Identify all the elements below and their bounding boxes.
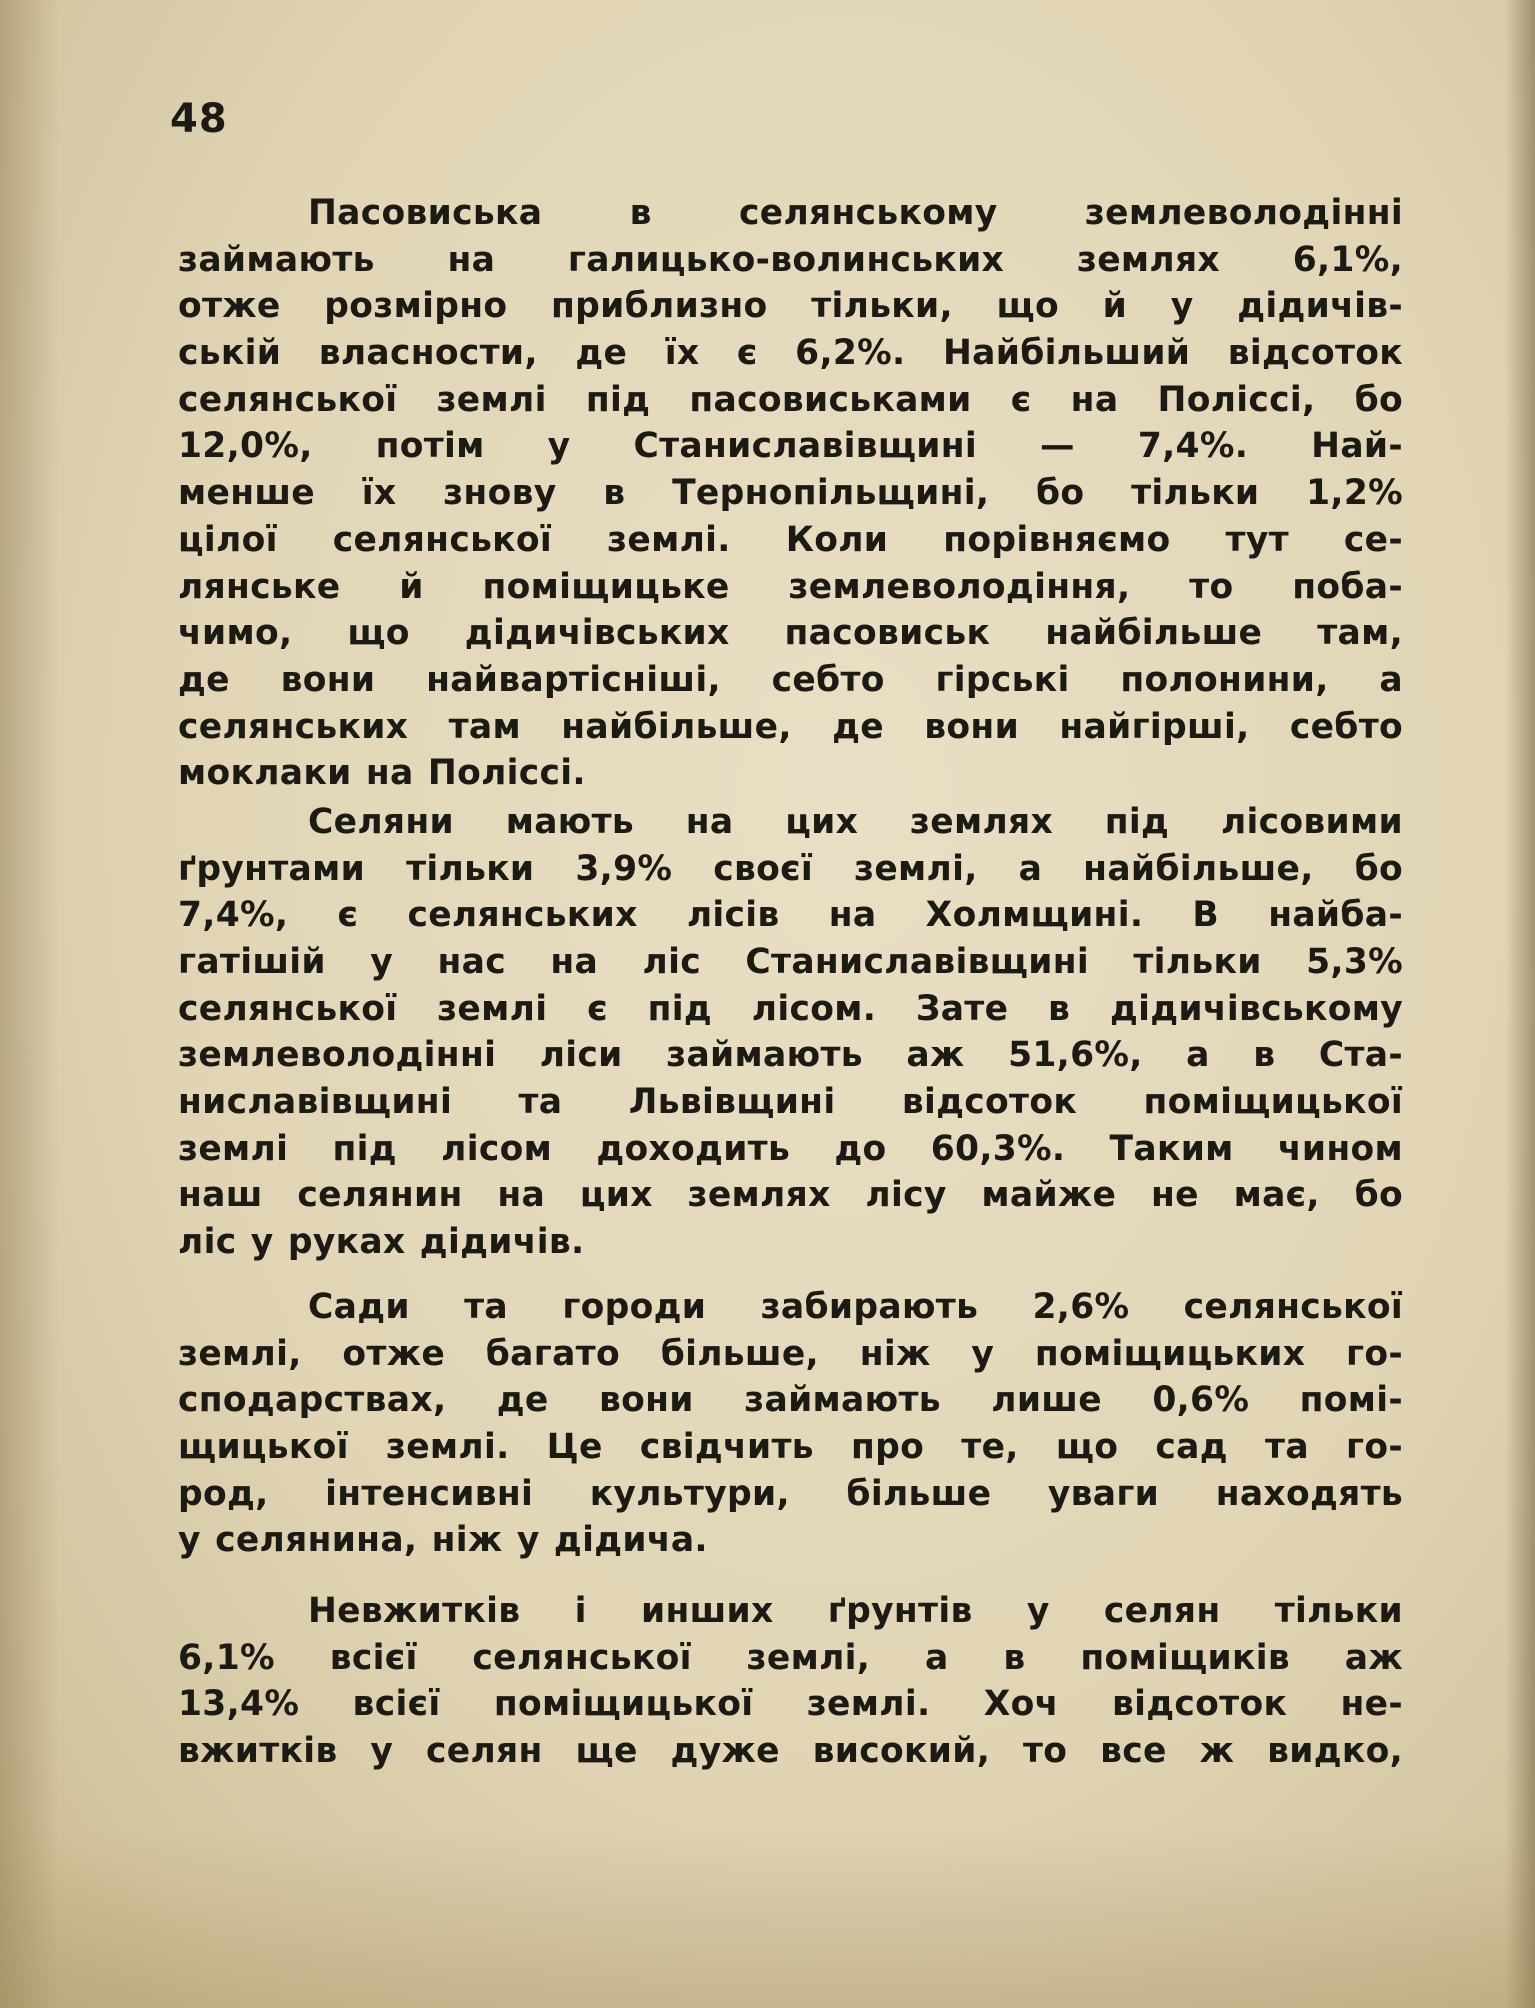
text-line: ській власности, де їх є 6,2%. Найбільший відсоток: [178, 333, 1403, 374]
paragraph-gardens: [178, 1284, 1403, 1564]
text-line: ліс у руках дідичів.: [178, 1222, 585, 1263]
text-line: отже розмірно приблизно тільки, що й у дідичів-: [178, 286, 1403, 327]
paragraph-forests: [178, 799, 1403, 1266]
body-text: [178, 190, 1403, 1775]
text-line: 12,0%, потім у Станиславівщині — 7,4%. Най-: [178, 426, 1403, 467]
text-line: 13,4% всієї поміщицької землі. Хоч відсоток не-: [178, 1684, 1403, 1725]
text-line: моклаки на Поліссі.: [178, 753, 586, 794]
text-line: землі, отже багато більше, ніж у поміщицьких го-: [178, 1333, 1403, 1374]
text-line: ґрунтами тільки 3,9% своєї землі, а найбільше, бо: [178, 848, 1403, 889]
text-line: Сади та городи забирають 2,6% селянської: [308, 1286, 1403, 1327]
text-line: Селяни мають на цих землях під лісовими: [308, 801, 1403, 842]
text-line: 7,4%, є селянських лісів на Холмщині. В найба-: [178, 895, 1403, 936]
text-line: наш селянин на цих землях лісу майже не має, бо: [178, 1175, 1403, 1216]
text-line: лянське й поміщицьке землеволодіння, то поба-: [178, 566, 1403, 607]
text-line: менше їх знову в Тернопільщині, бо тільки 1,2%: [178, 473, 1403, 514]
text-line: землі під лісом доходить до 60,3%. Таким чином: [178, 1128, 1403, 1169]
paragraph-wasteland: [178, 1588, 1403, 1775]
text-line: де вони найвартісніші, себто гірські полонини, а: [178, 659, 1403, 700]
text-line: чимо, що дідичівських пасовиськ найбільше там,: [178, 613, 1403, 654]
text-line: Невжитків і инших ґрунтів у селян тільки: [308, 1590, 1403, 1631]
text-line: вжитків у селян ще дуже високий, то все ж видко,: [178, 1731, 1403, 1771]
text-line: 6,1% всієї селянської землі, а в поміщиків аж: [178, 1637, 1403, 1678]
page-bottom-tint: [0, 1828, 1535, 2008]
text-line: цілої селянської землі. Коли порівняємо тут се-: [178, 519, 1403, 560]
page-number: 48: [170, 96, 228, 142]
text-line: селянської землі є під лісом. Зате в дідичівському: [178, 988, 1403, 1029]
text-line: селянської землі під пасовиськами є на Поліссі, бо: [178, 379, 1403, 420]
text-line: ниславівщині та Львівщині відсоток поміщицької: [178, 1082, 1403, 1123]
text-line: селянських там найбільше, де вони найгірші, себто: [178, 706, 1403, 747]
text-line: Пасовиська в селянському землеволодінні: [308, 193, 1403, 233]
page-edge-shadow-right: [1505, 0, 1535, 2008]
text-line: сподарствах, де вони займають лише 0,6% помі-: [178, 1380, 1403, 1421]
page-edge-shadow-left: [0, 0, 60, 2008]
text-line: у селянина, ніж у дідича.: [178, 1520, 708, 1561]
paragraph-pasture: [178, 190, 1403, 797]
text-line: займають на галицько-волинських землях 6,1%,: [178, 239, 1403, 280]
text-line: гатішій у нас на ліс Станиславівщині тільки 5,3%: [178, 942, 1403, 982]
text-line: щицької землі. Це свідчить про те, що сад та го-: [178, 1426, 1403, 1467]
text-line: род, інтенсивні культури, більше уваги находять: [178, 1473, 1403, 1514]
text-line: землеволодінні ліси займають аж 51,6%, а в Ста-: [178, 1035, 1403, 1076]
